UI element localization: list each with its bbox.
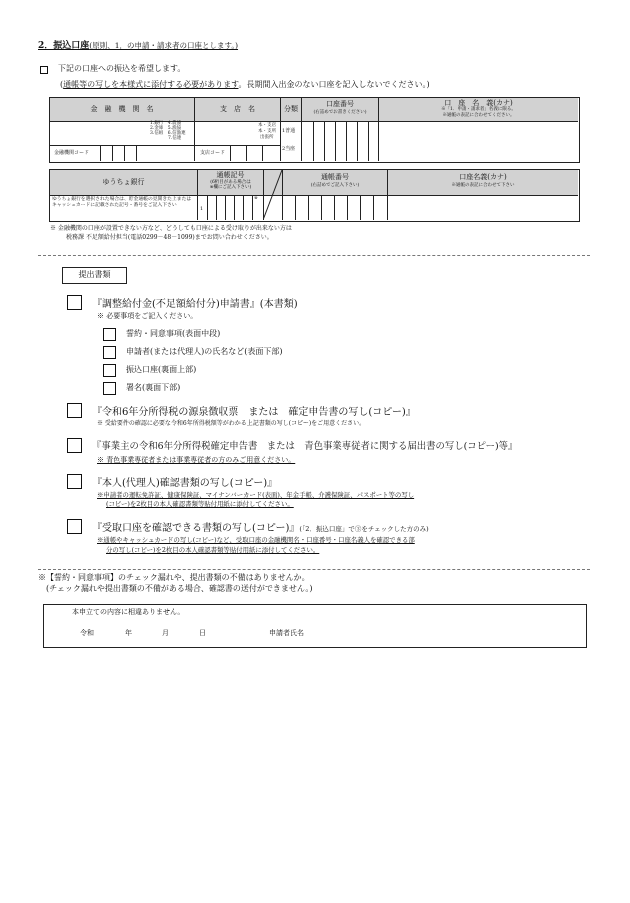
inst-types-d: 7.信連 (150, 136, 182, 141)
holder-note-1: ※「1．申請・請求者」名義に限る。 (441, 107, 516, 112)
attach-note-open: ( (60, 80, 64, 89)
confirmation-text: 本申立ての内容に相違ありません。 (72, 608, 185, 616)
doc-note-application: ※ 必要事項をご記入ください。 (97, 312, 198, 320)
bank-footnote-1: ※ 金融機関の口座が設置できない方など、どうしても口座による受け取りが出来ない方は (50, 225, 292, 232)
type-current: 2当座 (282, 146, 296, 152)
holder-note-2: ※通帳の表記に合わせてください。 (442, 113, 515, 118)
yucho-col-bank: ゆうちょ銀行 (102, 177, 145, 186)
section-heading-note: (原則、1．の申請・請求者の口座とします。) (89, 41, 239, 50)
col-account-note: (右詰めでお書きください) (313, 110, 367, 115)
col-institution: 金 融 機 関 名 (90, 104, 154, 113)
branch-types-a: 本・支店 (258, 123, 276, 128)
inst-types-c: 3.信組 6.信漁連 (150, 131, 186, 136)
col-type: 分類 (284, 104, 298, 113)
yucho-desc: ゆうちょ銀行を選択された場合は、貯金通帳の見開きた上またはキャッシュカードに記載された記号・番号をご記入下さい (52, 197, 192, 208)
yucho-col-number: 通帳番号 (321, 173, 349, 181)
yucho-col-number-note: (右詰めでご記入下さい) (310, 183, 360, 188)
sub-checkbox-account[interactable] (103, 364, 116, 377)
sub-checkbox-pledge[interactable] (103, 328, 116, 341)
sub-checkbox-applicant[interactable] (103, 346, 116, 359)
section-heading (38, 42, 238, 52)
doc-checkbox-receiving-account[interactable] (67, 519, 82, 534)
yucho-col-holder: 口座名義(カナ) (459, 173, 507, 181)
doc-note-identity-1: ※申請者の運転免許証、健康保険証、マイナンバーカード(表面)、年金手帳、介護保険証、パスポート等の写し (97, 491, 415, 499)
attach-note-underlined: 通帳等の写しを本様式に添付する必要があります (63, 80, 239, 89)
doc-title-receiving-account-suffix: (「2．振込口座」で③をチェックした方のみ) (299, 525, 429, 533)
confirm-month: 月 (162, 629, 169, 637)
doc-checkbox-application[interactable] (67, 295, 82, 310)
inst-types-a: 1.銀行 4.農協 (150, 121, 182, 126)
type-ordinary: 1普通 (282, 128, 296, 134)
branch-code-label: 支店コード (200, 150, 226, 156)
col-account: 口座番号 (326, 100, 354, 108)
sub-label-pledge: 誓約・同意事項(表面中段) (126, 329, 221, 338)
confirm-day: 日 (199, 629, 206, 637)
branch-types-b: 本・支所 (258, 129, 276, 134)
doc-note-receiving-2: 分の写し(コピー)を2枚目の本人確認書類等貼付用紙に添付してください。 (106, 546, 320, 554)
col-branch: 支 店 名 (220, 104, 255, 113)
doc-title-withholding: 『令和6年分所得税の源泉徴収票 または 確定申告書の写し(コピー)』 (92, 407, 416, 418)
confirmation-box (43, 604, 587, 648)
doc-title-identity: 『本人(代理人)確認書類の写し(コピー)』 (92, 478, 278, 489)
doc-note-business: ※ 青色事業専従者または事業専従者の方のみご用意ください。 (97, 456, 296, 464)
applicant-name-label: 申請者氏名 (269, 629, 304, 637)
doc-note-identity-2: (コピー)を2枚目の本人確認書類等貼付用紙に添付してください。 (106, 500, 294, 508)
attach-note (60, 81, 430, 90)
inst-types-b: 2.金庫 5.漁協 (150, 126, 182, 131)
final-note-1: ※【誓約・同意事項】のチェック漏れや、提出書類の不備はありませんか。 (38, 573, 310, 582)
yucho-symbol-first: 1 (200, 206, 204, 212)
doc-title-receiving-account (92, 519, 429, 534)
slash-cell (263, 170, 282, 220)
yucho-symbol-mark: ※ (254, 196, 258, 201)
transfer-wish-checkbox[interactable] (40, 66, 48, 74)
final-note-2: (チェック漏れや提出書類の不備がある場合、確認書の送付ができません。) (46, 584, 313, 593)
yucho-table (49, 169, 580, 222)
bank-footnote-2: 税務課 不足額給付担当(電話0299－48－1099)までお問い合わせください。 (66, 234, 273, 241)
sub-label-account: 振込口座(裏面上部) (126, 365, 197, 374)
section-title: 2．振込口座 (38, 41, 90, 51)
col-holder: 口 座 名 義(カナ) (444, 99, 513, 107)
doc-title-receiving-account-main: 『受取口座を確認できる書類の写し(コピー)』 (92, 523, 300, 534)
divider-2 (38, 569, 590, 570)
sub-checkbox-signature[interactable] (103, 382, 116, 395)
divider-1 (38, 255, 590, 256)
documents-header: 提出書類 (62, 267, 127, 284)
doc-note-withholding: ※ 受給要件の確認に必要な令和6年所得税額等がわかる上記書類の写し(コピー)をご用意ください。 (97, 420, 366, 427)
yucho-col-holder-note: ※通帳の表記に合わせて下さい (451, 183, 515, 188)
confirm-year: 年 (125, 629, 132, 637)
doc-checkbox-identity[interactable] (67, 474, 82, 489)
inst-code-label: 金融機関コード (54, 150, 90, 156)
branch-types-c: 出張所 (260, 135, 274, 140)
doc-checkbox-business[interactable] (67, 438, 82, 453)
doc-title-application: 『調整給付金(不足額給付分)申請書』(本書類) (92, 299, 298, 310)
doc-title-business: 『事業主の令和6年分所得税確定申告書 または 青色事業専従者に関する届出書の写し(コピー)等』 (92, 441, 518, 452)
yucho-col-symbol-note: (6桁目がある場合は ※欄にご記入下さい) (209, 180, 252, 190)
sub-label-signature: 署名(裏面下部) (126, 383, 181, 392)
yucho-col-symbol: 通帳記号 (216, 171, 245, 179)
confirm-era: 令和 (80, 629, 94, 637)
doc-note-receiving-1: ※通帳やキャッシュカードの写し(コピー)など、受取口座の金融機関名・口座番号・口座名義人を確認できる部 (97, 536, 415, 544)
bank-account-table (49, 97, 580, 163)
attach-note-rest: 。長期間入出金のない口座を記入しないでください。) (238, 80, 430, 89)
doc-checkbox-withholding[interactable] (67, 403, 82, 418)
transfer-wish-label: 下記の口座への振込を希望します。 (58, 64, 186, 73)
sub-label-applicant: 申請者(または代理人)の氏名など(表面下部) (126, 347, 283, 356)
